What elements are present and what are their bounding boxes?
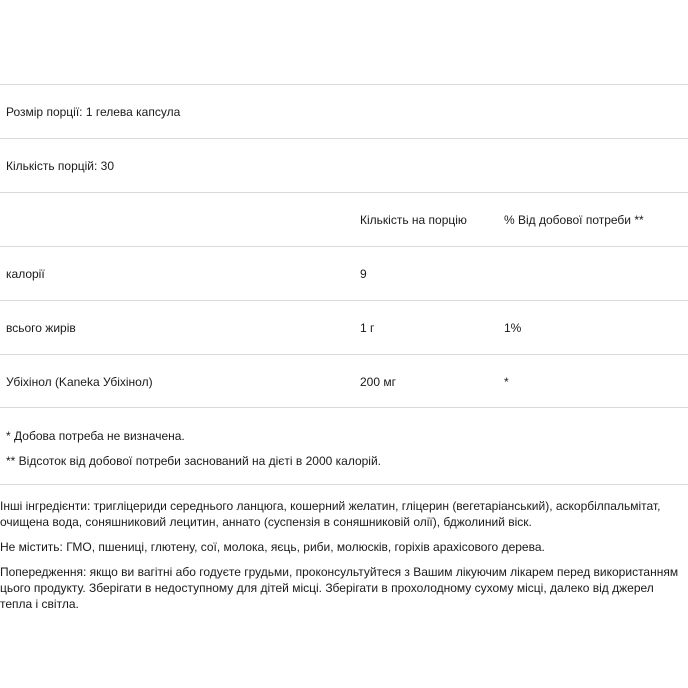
footnote-daily-value-not-established: * Добова потреба не визначена. xyxy=(6,429,185,443)
table-row xyxy=(0,354,688,408)
supplement-facts-table xyxy=(0,84,688,408)
nutrient-daily-value: * xyxy=(504,375,509,389)
table-header-row xyxy=(0,192,688,246)
footnote-daily-value-basis: ** Відсоток від добової потреби заснований на дієті в 2000 калорій. xyxy=(6,454,382,468)
warning-text: Попередження: якщо ви вагітні або годуєте грудьми, проконсультуйтеся з Вашим лікуючим лікарем перед використанням цього продукту. Зберігати в недоступному для дітей місці. Зберігати в прохолодному сухому місці, далеко від джерел тепла і світла. xyxy=(0,565,679,611)
does-not-contain-text: Не містить: ГМО, пшениці, глютену, сої, молока, яєць, риби, молюсків, горіхів арахісового дерева. xyxy=(0,540,545,554)
nutrient-daily-value: 1% xyxy=(504,321,522,335)
nutrient-amount: 200 мг xyxy=(360,375,396,389)
nutrient-name: всього жирів xyxy=(6,321,76,335)
nutrient-name: калорії xyxy=(6,267,45,281)
product-info xyxy=(0,498,682,621)
servings-count-label: Кількість порцій: 30 xyxy=(6,159,115,173)
footnotes xyxy=(6,428,682,478)
nutrient-name: Убіхінол (Kaneka Убіхінол) xyxy=(6,375,153,389)
serving-size-row xyxy=(0,84,688,138)
table-row xyxy=(0,300,688,354)
serving-size-label: Розмір порції: 1 гелева капсула xyxy=(6,105,181,119)
section-divider xyxy=(0,484,688,485)
nutrient-amount: 9 xyxy=(360,267,367,281)
nutrient-amount: 1 г xyxy=(360,321,375,335)
table-row xyxy=(0,246,688,300)
other-ingredients-text: Інші інгредієнти: тригліцериди середнього ланцюга, кошерний желатин, гліцерин (вегетаріанський), аскорбілпальмітат, очищена вода, соняшниковий лецитин, аннато (суспензія в соняшниковій олії), бджолиний віск. xyxy=(0,499,661,529)
amount-per-serving-header: Кількість на порцію xyxy=(360,213,467,227)
daily-value-header: % Від добової потреби ** xyxy=(504,213,644,227)
servings-count-row xyxy=(0,138,688,192)
